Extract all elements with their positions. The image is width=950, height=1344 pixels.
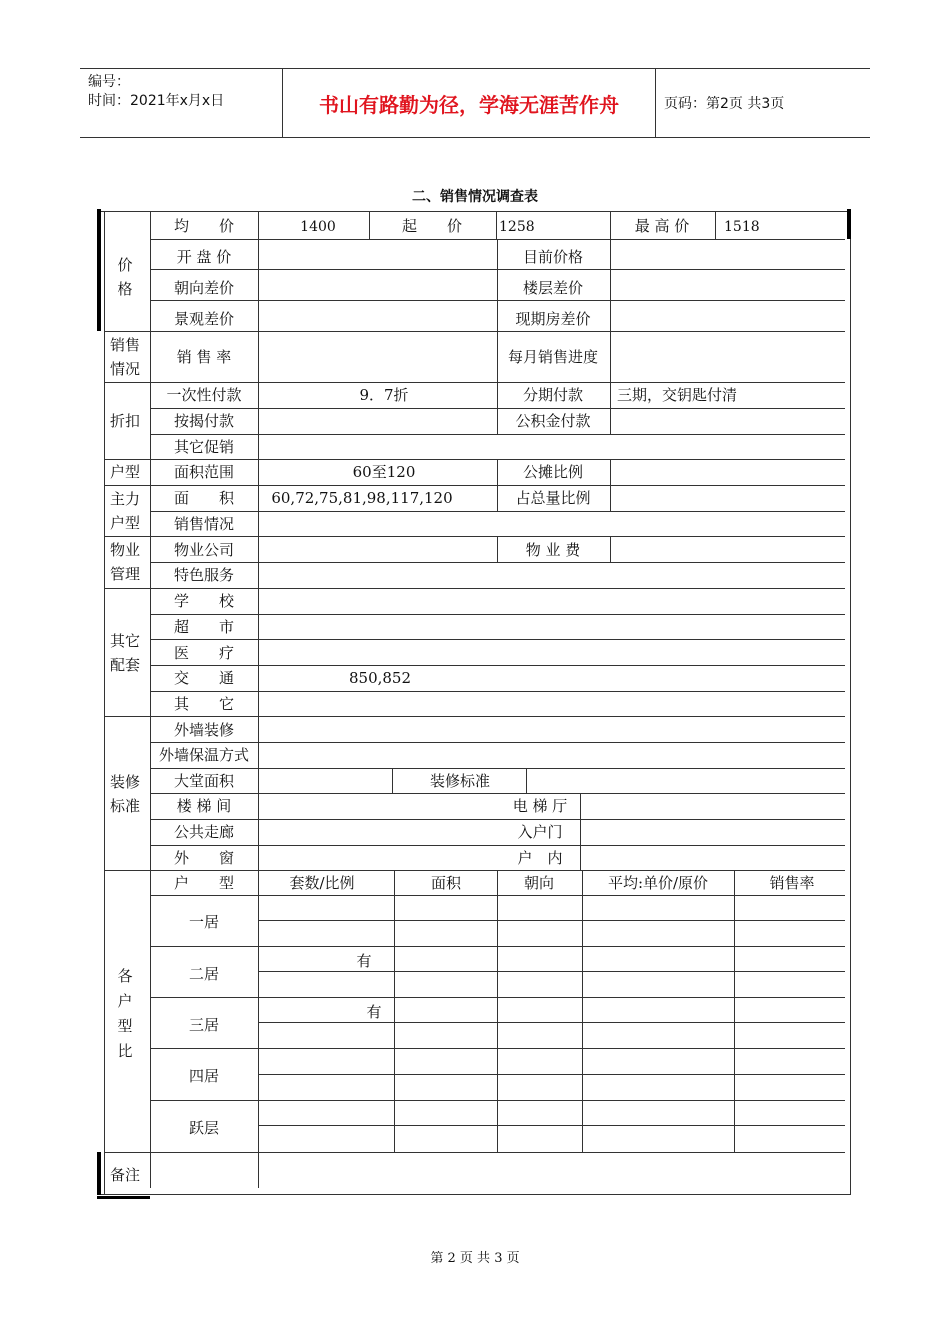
opening-price-label: 开 盘 价 (176, 248, 232, 266)
row-line (150, 845, 845, 846)
section-ratio: 各户型比 (117, 967, 133, 1060)
col-line (526, 768, 527, 793)
form-border-right (850, 211, 851, 1195)
col-line (394, 870, 395, 1152)
col-line (497, 331, 498, 382)
monthly-progress-label: 每月销售进度 (507, 348, 599, 366)
property-fee-label: 物 业 费 (525, 541, 581, 559)
border-mark (97, 1196, 150, 1199)
border-mark (97, 1152, 101, 1195)
row-line (104, 382, 845, 383)
document-title: 二、销售情况调查表 (412, 189, 538, 205)
row-line (150, 742, 845, 743)
corridor-label: 公共走廊 (173, 823, 235, 841)
form-border-left (104, 211, 105, 1195)
traffic-value: 850,852 (348, 669, 412, 687)
number-label: 编号： (88, 74, 130, 90)
row-line (150, 665, 845, 666)
row-line (104, 536, 845, 537)
ratio-header-orientation: 朝向 (523, 874, 555, 892)
medical-label: 医 疗 (173, 644, 235, 662)
time-label: 时间：2021年x月x日 (88, 93, 225, 109)
area-range-value: 60至120 (352, 463, 416, 481)
share-ratio-label: 公摊比例 (522, 463, 584, 481)
row-line (104, 331, 845, 332)
col-line (258, 870, 259, 1188)
area-label: 面 积 (173, 489, 235, 507)
total-share-label: 占总量比例 (515, 489, 591, 507)
row-line (150, 562, 845, 563)
page-label: 页码：第2页 共3页 (664, 96, 785, 112)
section-price: 价格 (117, 256, 133, 298)
row-line (104, 459, 845, 460)
ratio-row-mark: 有 (366, 1003, 382, 1021)
col-line (610, 382, 611, 434)
row-line (258, 1125, 845, 1126)
ratio-row-mark: 有 (356, 952, 372, 970)
entry-door-label: 入户门 (517, 823, 563, 841)
sales-rate-label: 销 售 率 (176, 348, 232, 366)
ratio-header-area: 面积 (430, 874, 462, 892)
ratio-header-type: 户 型 (173, 874, 235, 892)
section-facilities: 其它配套 (109, 632, 140, 674)
ratio-row-label: 四居 (188, 1067, 220, 1085)
ready-price-label: 现期房差价 (515, 310, 591, 328)
decoration-standard-label: 装修标准 (429, 772, 491, 790)
row-line (150, 511, 845, 512)
col-line (580, 793, 581, 870)
row-line (258, 920, 845, 921)
orientation-price-label: 朝向差价 (173, 279, 235, 297)
col-line (610, 211, 611, 239)
col-line (497, 536, 498, 562)
col-line (610, 239, 611, 331)
row-line (150, 819, 845, 820)
col-line (610, 331, 611, 382)
row-line (104, 485, 845, 486)
insulation-label: 外墙保温方式 (158, 746, 250, 764)
row-line (104, 716, 845, 717)
col-line (369, 211, 370, 239)
col-line (715, 211, 716, 239)
border-mark (97, 209, 101, 331)
avg-price-label: 均 价 (173, 217, 235, 235)
view-price-label: 景观差价 (173, 310, 235, 328)
current-price-label: 目前价格 (522, 248, 584, 266)
exterior-wall-label: 外墙装修 (173, 721, 235, 739)
installment-label: 分期付款 (522, 386, 584, 404)
installment-value: 三期，交钥匙付清 (617, 386, 738, 404)
special-service-label: 特色服务 (173, 566, 235, 584)
section-sales: 销售情况 (109, 336, 140, 378)
supermarket-label: 超 市 (173, 618, 235, 636)
avg-price-value: 1400 (300, 219, 336, 235)
motto: 书山有路勤为径，学海无涯苦作舟 (282, 69, 656, 137)
col-line (610, 459, 611, 511)
section-col-line (150, 211, 151, 1188)
area-value: 60,72,75,81,98,117,120 (271, 489, 453, 507)
row-line (258, 971, 845, 972)
border-mark (847, 209, 851, 239)
ratio-row-label: 一居 (188, 913, 220, 931)
ratio-row-label: 二居 (188, 965, 220, 983)
housing-fund-label: 公积金付款 (515, 412, 591, 430)
ratio-row-label: 跃层 (188, 1119, 220, 1137)
max-price-value: 1518 (724, 219, 760, 235)
lump-sum-label: 一次性付款 (166, 386, 242, 404)
property-company-label: 物业公司 (173, 541, 235, 559)
col-line (497, 870, 498, 1152)
mortgage-label: 按揭付款 (173, 412, 235, 430)
form-border-top (97, 211, 851, 212)
staircase-label: 楼 梯 间 (176, 797, 232, 815)
row-line (150, 639, 845, 640)
col-line (392, 768, 393, 793)
unit-sales-label: 销售情况 (173, 515, 235, 533)
row-line (150, 434, 845, 435)
row-line (104, 1152, 845, 1153)
floor-price-label: 楼层差价 (522, 279, 584, 297)
other-facility-label: 其 它 (173, 695, 235, 713)
section-decoration: 装修标准 (109, 773, 140, 815)
elevator-hall-label: 电 梯 厅 (512, 797, 568, 815)
page-footer: 第 2 页 共 3 页 (430, 1251, 520, 1266)
section-main-unit: 主力户型 (109, 490, 140, 532)
section-remarks: 备注 (109, 1166, 141, 1184)
row-line (150, 793, 845, 794)
traffic-label: 交 通 (173, 669, 235, 687)
col-line (497, 459, 498, 511)
section-property: 物业管理 (109, 541, 140, 583)
col-line (610, 536, 611, 562)
row-line (104, 588, 845, 589)
other-promo-label: 其它促销 (173, 438, 235, 456)
ratio-header-price: 平均:单价/原价 (607, 874, 709, 892)
col-line (496, 211, 497, 239)
row-line (258, 1022, 845, 1023)
start-price-value: 1258 (499, 219, 535, 235)
start-price-label: 起 价 (401, 217, 463, 235)
row-line (258, 1074, 845, 1075)
col-line (582, 870, 583, 1152)
section-discount: 折扣 (109, 412, 141, 430)
ratio-header-rate: 销售率 (769, 874, 815, 892)
col-line (734, 870, 735, 1152)
row-line (150, 691, 845, 692)
interior-label: 户 内 (517, 849, 563, 867)
label-col-line (258, 211, 259, 870)
section-unit: 户型 (109, 463, 141, 481)
form-border-bottom (97, 1194, 851, 1195)
area-range-label: 面积范围 (173, 463, 235, 481)
max-price-label: 最 高 价 (634, 217, 690, 235)
school-label: 学 校 (173, 592, 235, 610)
col-line (497, 239, 498, 331)
window-label: 外 窗 (173, 849, 235, 867)
col-line (497, 382, 498, 434)
ratio-header-count: 套数/比例 (289, 874, 355, 892)
row-line (150, 614, 845, 615)
lobby-area-label: 大堂面积 (173, 772, 235, 790)
lump-sum-value: 9．7折 (359, 386, 409, 404)
ratio-row-label: 三居 (188, 1016, 220, 1034)
row-line (150, 768, 845, 769)
